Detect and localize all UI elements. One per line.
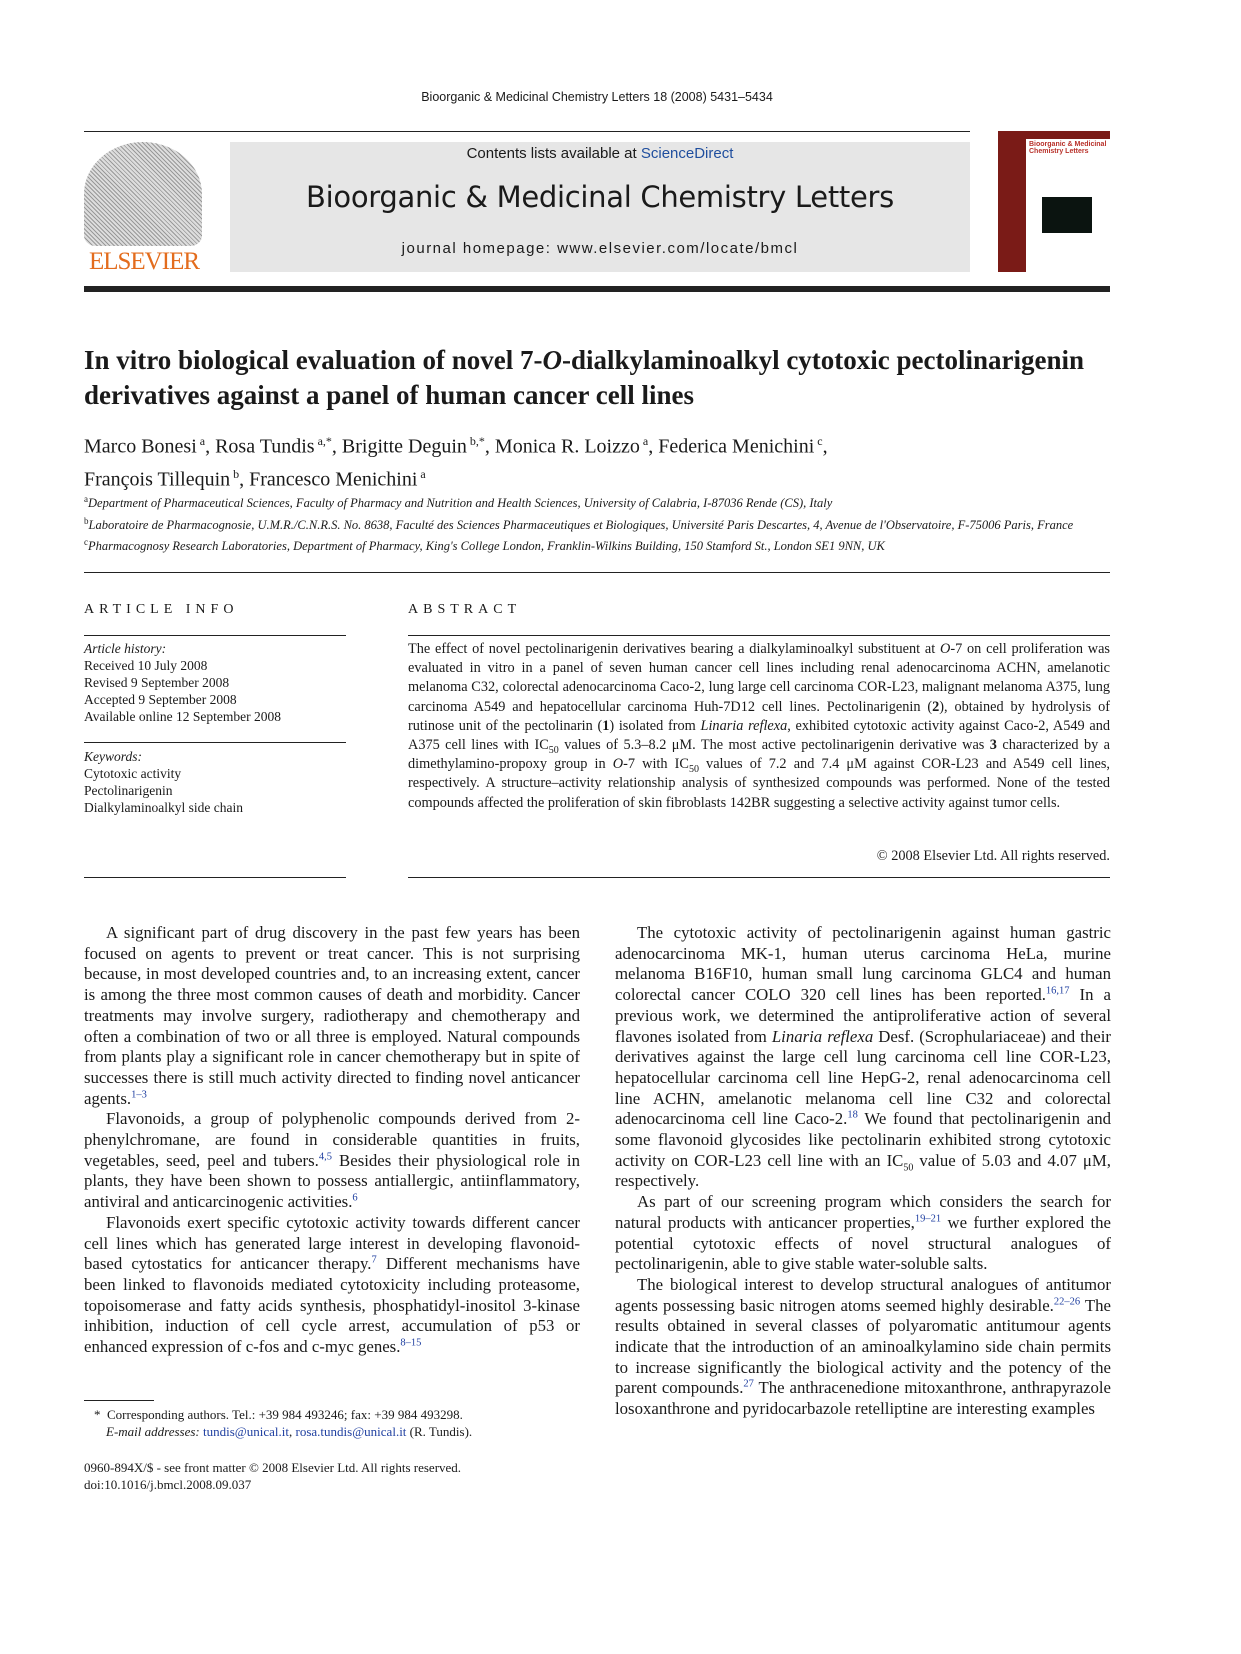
- italic-run: O: [612, 756, 624, 773]
- text-run: In a previous work, we determined the antiproliferative action of several flavones isolated from: [615, 985, 1111, 1046]
- copyright: © 2008 Elsevier Ltd. All rights reserved.: [876, 848, 1110, 864]
- history-label: Article history:: [84, 641, 167, 656]
- reference-citation[interactable]: 22–26: [1053, 1296, 1081, 1308]
- author-name[interactable]: Francesco Menichini: [249, 468, 418, 491]
- reference-citation[interactable]: 18: [847, 1109, 858, 1121]
- author-list: [84, 428, 1114, 493]
- article-info-heading: ARTICLE INFO: [84, 602, 239, 617]
- affiliation-mark: b: [84, 515, 89, 526]
- divider: [408, 877, 1110, 878]
- divider: [84, 572, 1110, 573]
- publisher-name: ELSEVIER: [88, 248, 200, 275]
- affiliation-text: Laboratoire de Pharmacognosie, U.M.R./C.N.R.S. No. 8638, Faculté des Sciences Pharmaceutiques et Biologiques, Université Paris Descartes, 4, Avenue de l'Observatoire, F-75006 Paris, France: [88, 517, 1074, 532]
- text-run: A significant part of drug discovery in the past few years has been focused on agents to prevent or treat cancer. This is not surprising because, in most developed countries and, to an increasing extent, cancer is among the three most common causes of death and morbidity. Cancer treatments may involve surgery, radiotherapy and chemotherapy and often a combination of two or all three is employed. Natural compounds from plants play a significant role in cancer chemotherapy but in spite of successes there is still much activity directed to finding novel anticancer agents.: [84, 923, 580, 1108]
- history-item: Available online 12 September 2008: [84, 709, 281, 724]
- body-paragraph: [84, 1109, 580, 1213]
- author-name[interactable]: Rosa Tundis: [215, 435, 315, 458]
- author-name[interactable]: Brigitte Deguin: [341, 435, 467, 458]
- footnote: [84, 1406, 472, 1440]
- affiliation-text: Pharmacognosy Research Laboratories, Department of Pharmacy, King's College London, Franklin-Wilkins Building, 150 Stamford St., London SE1 9NN, UK: [88, 539, 885, 554]
- abstract-heading: ABSTRACT: [408, 602, 522, 617]
- divider: [84, 635, 346, 636]
- journal-title: Bioorganic & Medicinal Chemistry Letters: [306, 180, 894, 214]
- text-run: -7 with IC: [623, 756, 689, 773]
- text-run: We found that pectolinarigenin and some flavonoid glycosides like pectolinarin exhibited strong cytotoxic activity on COR-L23 cell line with an IC: [615, 1109, 1111, 1170]
- keyword: Dialkylaminoalkyl side chain: [84, 800, 243, 815]
- body-paragraph: [615, 1275, 1111, 1420]
- keywords-label: Keywords:: [84, 749, 142, 764]
- reference-citation[interactable]: 16,17: [1045, 985, 1070, 997]
- divider: [84, 877, 346, 878]
- separator: ,: [289, 1424, 296, 1439]
- text-run: The results obtained in several classes of polyaromatic antitumour agents indicate that the introduction of an aminoalkylamino side chain permits to increase significantly the biological activity and the potency of the parent compounds.: [615, 1295, 1111, 1398]
- text-run: characterized by a dimethylamino-propoxy group in: [408, 737, 1110, 773]
- affiliation-text: Department of Pharmaceutical Sciences, Faculty of Pharmacy and Nutrition and Health Sciences, University of Calabria, I-87036 Rende (CS), Italy: [88, 496, 833, 511]
- tree-icon: [84, 142, 202, 246]
- body-paragraph: [84, 1213, 580, 1358]
- compound-number: 1: [602, 717, 610, 734]
- text-run: The anthracenedione mitoxanthrone, anthrapyrazole losoxanthrone and pyridocarbazole retelliptine are interesting examples: [615, 1378, 1111, 1419]
- reference-citation[interactable]: 19–21: [914, 1213, 942, 1225]
- compound-number: 2: [932, 698, 940, 715]
- header-rule: [84, 131, 970, 132]
- footnote-rule: [84, 1400, 154, 1401]
- thick-rule: [84, 286, 1110, 292]
- article-history: [84, 640, 281, 725]
- text-run: The cytotoxic activity of pectolinarigenin against human gastric adenocarcinoma MK-1, human uterus carcinoma HeLa, murine melanoma B16F10, human small lung carcinoma GLC4 and human colorectal cancer COLO 320 cell lines has been reported.: [615, 923, 1111, 1005]
- reference-citation[interactable]: 7: [371, 1254, 377, 1266]
- text-run: values of 7.2 and 7.4 μM against COR-L23 and A549 cell lines, respectively. A structure–activity relationship analysis of synthesized compounds was performed. None of the tested compounds affected the proliferation of skin fibroblasts 142BR suggesting a selective activity against tumor cells.: [408, 756, 1110, 811]
- text-run: As part of our screening program which considers the search for natural products with anticancer properties,: [615, 1192, 1111, 1232]
- elsevier-logo: [84, 142, 204, 274]
- text-run: value of 5.03 and 4.07 μM, respectively.: [615, 1150, 1111, 1191]
- affiliation: [84, 491, 1114, 513]
- separator: ,: [331, 435, 342, 458]
- body-column-left: [84, 923, 580, 1358]
- history-item: Received 10 July 2008: [84, 658, 208, 673]
- title-text: -dialkylaminoalkyl cytotoxic pectolinarigenin derivatives against a panel of human cancer cell lines: [84, 345, 1085, 410]
- running-header: Bioorganic & Medicinal Chemistry Letters 18 (2008) 5431–5434: [421, 90, 773, 104]
- separator: ,: [239, 468, 250, 491]
- author-affiliation-mark: b,*: [466, 434, 485, 448]
- divider: [408, 635, 1110, 636]
- body-paragraph: [615, 1192, 1111, 1275]
- author-affiliation-mark: b: [230, 466, 240, 481]
- journal-banner: [230, 142, 970, 272]
- italic-run: Linaria reflexa: [700, 717, 788, 734]
- body-paragraph: [84, 923, 580, 1109]
- divider: [84, 742, 346, 743]
- reference-citation[interactable]: 27: [743, 1378, 754, 1390]
- issn: 0960-894X/$ - see front matter © 2008 Elsevier Ltd. All rights reserved.: [84, 1460, 462, 1475]
- author-name[interactable]: Monica R. Loizzo: [494, 435, 640, 458]
- doi[interactable]: doi:10.1016/j.bmcl.2008.09.037: [84, 1477, 252, 1492]
- italic-run: Linaria reflexa: [771, 1026, 874, 1046]
- author-affiliation-mark: a: [196, 434, 206, 448]
- cover-image: [1042, 197, 1092, 233]
- email-link[interactable]: tundis@unical.it: [203, 1424, 290, 1439]
- abstract-text: [408, 640, 1110, 813]
- title-italic: O: [542, 345, 563, 375]
- text-run: Different mechanisms have been linked to flavonoids mediated cytotoxicity including proteasome, topoisomerase and fatty acids synthesis, phosphatidyl-inositol 3-kinase inhibition, induction of cell cycle arrest, accumulation of p53 or enhanced expression of c-fos and c-myc genes.: [84, 1254, 580, 1357]
- issn-doi: [84, 1459, 461, 1493]
- text-run: The effect of novel pectolinarigenin derivatives bearing a dialkylaminoalkyl substituent at: [408, 641, 940, 657]
- text-run: values of 5.3–8.2 μM. The most active pectolinarigenin derivative was: [558, 737, 990, 754]
- text-run: Desf. (Scrophulariaceae) and their derivatives against the large cell lung carcinoma cell line COR-L23, hepatocellular carcinoma cell line HepG-2, renal adenocarcinoma cell line ACHN, amelanotic melanoma cell line C32 and colorectal adenocarcinoma cell line Caco-2.: [615, 1026, 1111, 1129]
- keyword: Cytotoxic activity: [84, 766, 182, 781]
- text-run: Flavonoids, a group of polyphenolic compounds derived from 2-phenylchromane, are found in considerable quantities in fruits, vegetables, seed, peel and tubers.: [84, 1109, 580, 1170]
- text-run: we further explored the potential cytotoxic effects of novel structural analogues of pectolinarigenin, able to give stable water-soluble salts.: [615, 1212, 1112, 1274]
- subscript: 50: [688, 764, 699, 776]
- author-affiliation-mark: a,*: [314, 434, 332, 448]
- text-run: -7 on cell proliferation was evaluated in vitro in a panel of seven human cancer cell lines including renal adenocarcinoma ACHN, amelanotic melanoma C32, colorectal adenocarcinoma Caco-2, lung large cell carcinoma COR-L23, malignant melanoma A375, lung carcinoma A549 and hepatocellular carcinoma Huh-7D12 cell lines. Pectolinarigenin (: [408, 641, 1110, 715]
- reference-citation[interactable]: 6: [352, 1192, 358, 1204]
- journal-homepage[interactable]: journal homepage: www.elsevier.com/locate/bmcl: [401, 240, 799, 257]
- author-name[interactable]: Marco Bonesi: [84, 435, 197, 458]
- text-run: Flavonoids exert specific cytotoxic activity towards different cancer cell lines which has generated large interest in developing flavonoid-based cytostatics for anticancer therapy.: [84, 1212, 580, 1274]
- subscript: 50: [548, 744, 559, 756]
- email-link[interactable]: rosa.tundis@unical.it: [295, 1424, 407, 1439]
- separator: ,: [205, 435, 216, 458]
- reference-citation[interactable]: 4,5: [318, 1151, 332, 1163]
- affiliation-mark: c: [84, 537, 88, 548]
- history-item: Accepted 9 September 2008: [84, 692, 237, 707]
- body-paragraph: [615, 923, 1111, 1192]
- body-column-right: [615, 923, 1111, 1420]
- cover-title: Bioorganic & Medicinal Chemistry Letters: [1029, 141, 1107, 155]
- author-affiliation-mark: a: [417, 466, 426, 481]
- affiliation-mark: a: [84, 494, 88, 504]
- affiliation: [84, 534, 1114, 556]
- affiliation: [84, 513, 1114, 535]
- author-name[interactable]: François Tillequin: [84, 468, 231, 491]
- author-affiliation-mark: c: [814, 434, 823, 448]
- affiliations: [84, 491, 1114, 556]
- email-suffix: (R. Tundis).: [406, 1424, 473, 1439]
- keywords: [84, 748, 243, 816]
- italic-run: O: [939, 641, 951, 657]
- text-run: ), obtained by hydrolysis of rutinose unit of the pectolinarin (: [408, 698, 1110, 734]
- sciencedirect-link[interactable]: ScienceDirect: [640, 145, 734, 162]
- separator: ,: [484, 435, 495, 458]
- author-name[interactable]: Federica Menichini: [658, 435, 815, 458]
- text-run: ) isolated from: [609, 717, 701, 734]
- reference-citation[interactable]: 1–3: [131, 1089, 147, 1101]
- corresponding-note: Corresponding authors. Tel.: +39 984 493246; fax: +39 984 493298.: [107, 1407, 463, 1422]
- text-run: The biological interest to develop structural analogues of antitumor agents possessing basic nitrogen atoms seemed highly desirable.: [615, 1274, 1111, 1315]
- text-run: , exhibited cytotoxic activity against Caco-2, A549 and A375 cell lines with IC: [408, 717, 1110, 754]
- text-run: Besides their physiological role in plants, they have been shown to possess antiallergic, antiinflammatory, antiviral and anticarcinogenic activities.: [84, 1150, 580, 1212]
- separator: ,: [822, 435, 828, 458]
- contents-text: Contents lists available at: [466, 145, 641, 162]
- author-affiliation-mark: a: [639, 434, 649, 448]
- keyword: Pectolinarigenin: [84, 783, 173, 798]
- reference-citation[interactable]: 8–15: [400, 1337, 422, 1349]
- separator: ,: [648, 435, 659, 458]
- email-label: E-mail addresses:: [106, 1424, 204, 1439]
- subscript: 50: [903, 1162, 914, 1174]
- compound-number: 3: [989, 737, 997, 754]
- article-title: [84, 343, 1114, 413]
- history-item: Revised 9 September 2008: [84, 675, 230, 690]
- title-text: In vitro biological evaluation of novel 7-: [84, 345, 543, 375]
- footnote-star: *: [94, 1407, 101, 1422]
- journal-cover: [998, 131, 1110, 272]
